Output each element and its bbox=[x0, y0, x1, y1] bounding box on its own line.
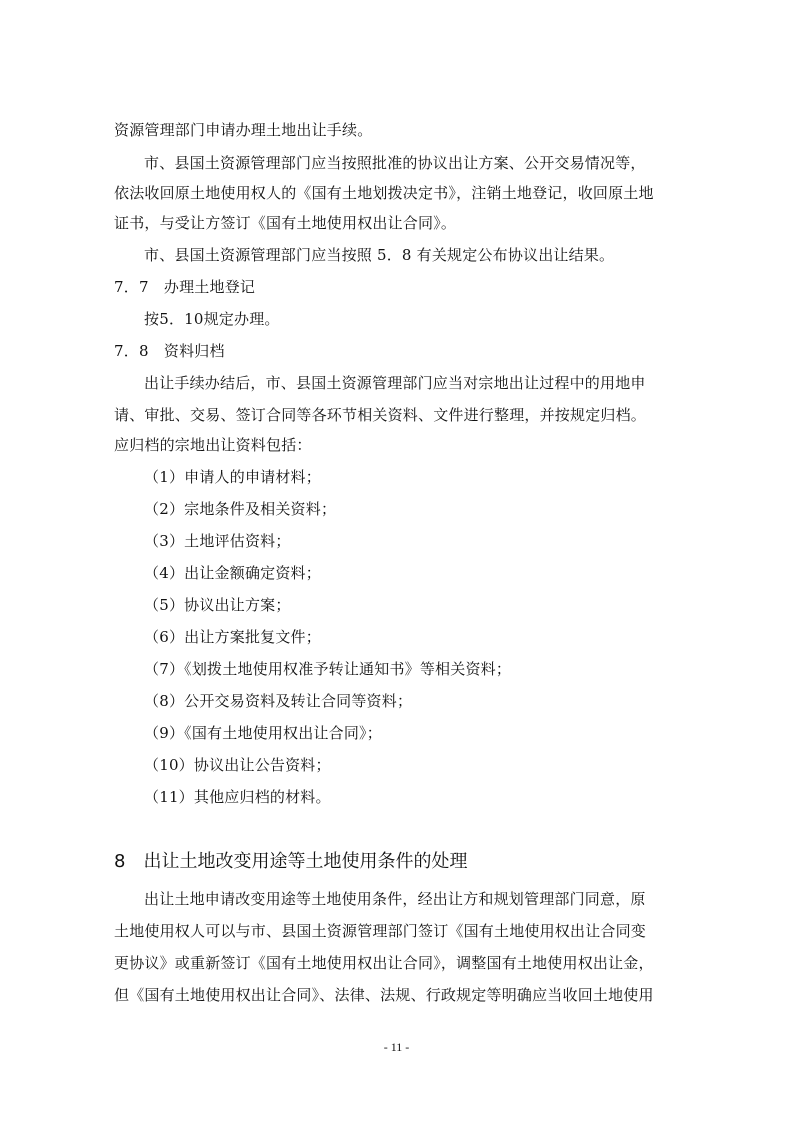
paragraph-line: 应归档的宗地出让资料包括： bbox=[114, 436, 312, 454]
list-item: （3）土地评估资料； bbox=[144, 532, 291, 550]
paragraph-line: 但《国有土地使用权出让合同》、法律、法规、行政规定等明确应当收回土地使用 bbox=[114, 986, 654, 1004]
paragraph-line: 市、县国土资源管理部门应当按照 5．8 有关规定公布协议出让结果。 bbox=[144, 246, 615, 264]
list-item: （11）其他应归档的材料。 bbox=[144, 788, 331, 806]
section-7-7-title: 7．7 办理土地登记 bbox=[114, 278, 256, 296]
section-8-heading: 8 出让土地改变用途等土地使用条件的处理 bbox=[114, 851, 468, 872]
list-item: （6）出让方案批复文件； bbox=[144, 628, 321, 646]
list-item: （7）《划拨土地使用权准予转让通知书》等相关资料； bbox=[144, 660, 512, 678]
paragraph-line: 市、县国土资源管理部门应当按照批准的协议出让方案、公开交易情况等， bbox=[144, 154, 646, 172]
page-number: - 11 - bbox=[383, 1040, 410, 1054]
list-item: （4）出让金额确定资料； bbox=[144, 564, 321, 582]
paragraph-continuation: 资源管理部门申请办理土地出让手续。 bbox=[114, 121, 373, 139]
list-item: （2）宗地条件及相关资料； bbox=[144, 500, 337, 518]
section-7-8-title: 7．8 资料归档 bbox=[114, 342, 225, 360]
paragraph-line: 依法收回原土地使用权人的《国有土地划拨决定书》，注销土地登记，收回原土地 bbox=[114, 184, 654, 202]
paragraph-line: 出让手续办结后，市、县国土资源管理部门应当对宗地出让过程中的用地申 bbox=[144, 374, 646, 392]
paragraph-line: 证书，与受让方签订《国有土地使用权出让合同》。 bbox=[114, 214, 457, 232]
list-item: （1）申请人的申请材料； bbox=[144, 468, 321, 486]
list-item: （9）《国有土地使用权出让合同》； bbox=[144, 724, 382, 742]
paragraph-line: 土地使用权人可以与市、县国土资源管理部门签订《国有土地使用权出让合同变 bbox=[114, 922, 647, 940]
list-item: （5）协议出让方案； bbox=[144, 596, 291, 614]
paragraph-line: 请、审批、交易、签订合同等各环节相关资料、文件进行整理，并按规定归档。 bbox=[114, 406, 647, 424]
section-7-7-body: 按5．10规定办理。 bbox=[144, 310, 280, 328]
paragraph-line: 更协议》或重新签订《国有土地使用权出让合同》，调整国有土地使用权出让金， bbox=[114, 954, 654, 972]
list-item: （8）公开交易资料及转让合同等资料； bbox=[144, 692, 413, 710]
paragraph-line: 出让土地申请改变用途等土地使用条件，经出让方和规划管理部门同意，原 bbox=[144, 890, 646, 908]
list-item: （10）协议出让公告资料； bbox=[144, 756, 331, 774]
